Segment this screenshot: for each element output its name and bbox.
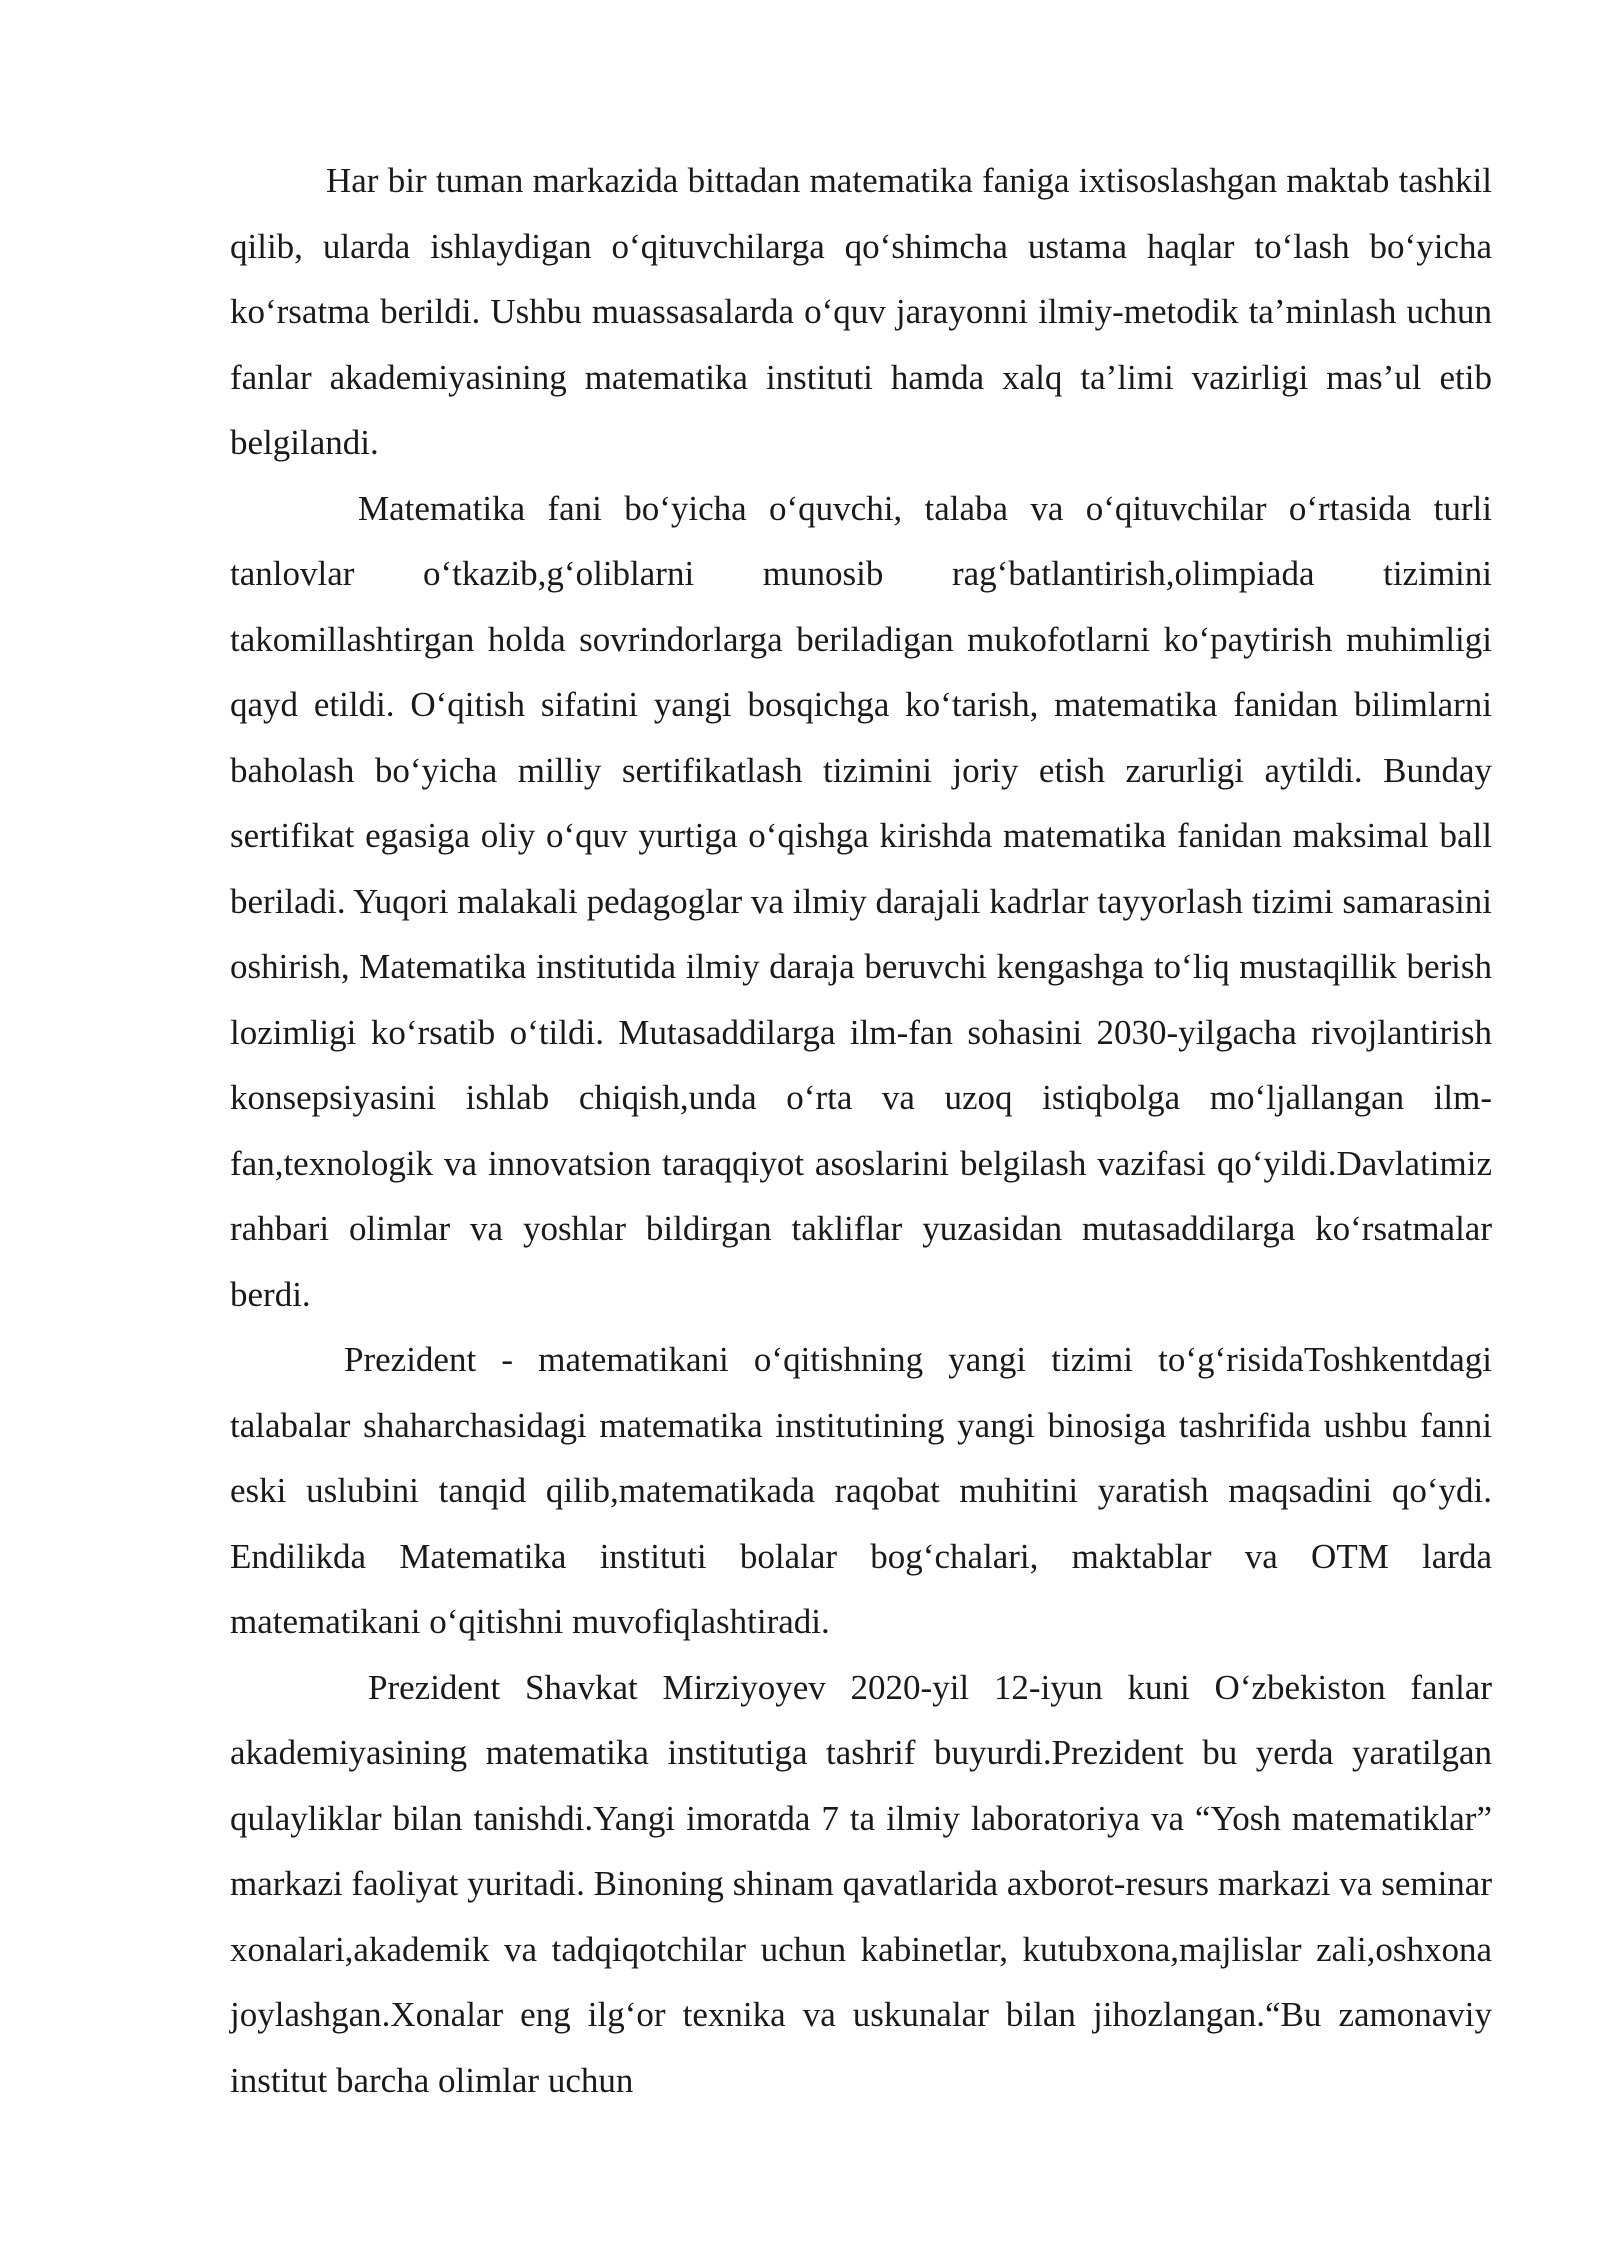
paragraph-2: Matematika fani bo‘yicha o‘quvchi, talaba va o‘qituvchilar o‘rtasida turli tanlovlar o‘tkazib,g‘oliblarni munosib rag‘batlantirish,olimpiada tizimini takomillashtirgan holda sovrindorlarga beriladigan mukofotlarni ko‘paytirish muhimligi qayd etildi. O‘qitish sifatini yangi bosqichga ko‘tarish, matematika fanidan bilimlarni baholash bo‘yicha milliy sertifikatlash tizimini joriy etish zarurligi aytildi. Bunday sertifikat egasiga oliy o‘quv yurtiga o‘qishga kirishda matematika fanidan maksimal ball beriladi. Yuqori malakali pedagoglar va ilmiy darajali kadrlar tayyorlash tizimi samarasini oshirish, Matematika institutida ilmiy daraja beruvchi kengashga to‘liq mustaqillik berish lozimligi ko‘rsatib o‘tildi. Mutasaddilarga ilm-fan sohasini 2030-yilgacha rivojlantirish konsepsiyasini ishlab chiqish,unda o‘rta va uzoq istiqbolga mo‘ljallangan ilm-fan,texnologik va innovatsion taraqqiyot asoslarini belgilash vazifasi qo‘yildi.Davlatimiz rahbari olimlar va yoshlar bildirgan takliflar yuzasidan mutasaddilarga ko‘rsatmalar berdi.: [230, 488, 1492, 1314]
paragraph-1: Har bir tuman markazida bittadan matematika faniga ixtisoslashgan maktab tashkil qilib, ularda ishlaydigan o‘qituvchilarga qo‘shimcha ustama haqlar to‘lash bo‘yicha ko‘rsatma berildi. Ushbu muassasalarda o‘quv jarayonni ilmiy-metodik ta’minlash uchun fanlar akademiyasining matematika instituti hamda xalq ta’limi vazirligi mas’ul etib belgilandi.: [230, 161, 1492, 462]
paragraph-3: Prezident - matematikani o‘qitishning yangi tizimi to‘g‘risidaToshkentdagi talabalar shaharchasidagi matematika institutining yangi binosiga tashrifida ushbu fanni eski uslubini tanqid qilib,matematikada raqobat muhitini yaratish maqsadini qo‘ydi. Endilikda Matematika instituti bolalar bog‘chalari, maktablar va OTM larda matematikani o‘qitishni muvofiqlashtiradi.: [230, 1340, 1492, 1641]
document-body: [230, 148, 1492, 2113]
paragraph-4: Prezident Shavkat Mirziyoyev 2020-yil 12-iyun kuni O‘zbekiston fanlar akademiyasining matematika institutiga tashrif buyurdi.Prezident bu yerda yaratilgan qulayliklar bilan tanishdi.Yangi imoratda 7 ta ilmiy laboratoriya va “Yosh matematiklar” markazi faoliyat yuritadi. Binoning shinam qavatlarida axborot-resurs markazi va seminar xonalari,akademik va tadqiqotchilar uchun kabinetlar, kutubxona,majlislar zali,oshxona joylashgan.Xonalar eng ilg‘or texnika va uskunalar bilan jihozlangan.“Bu zamonaviy institut barcha olimlar uchun: [230, 1667, 1492, 2100]
